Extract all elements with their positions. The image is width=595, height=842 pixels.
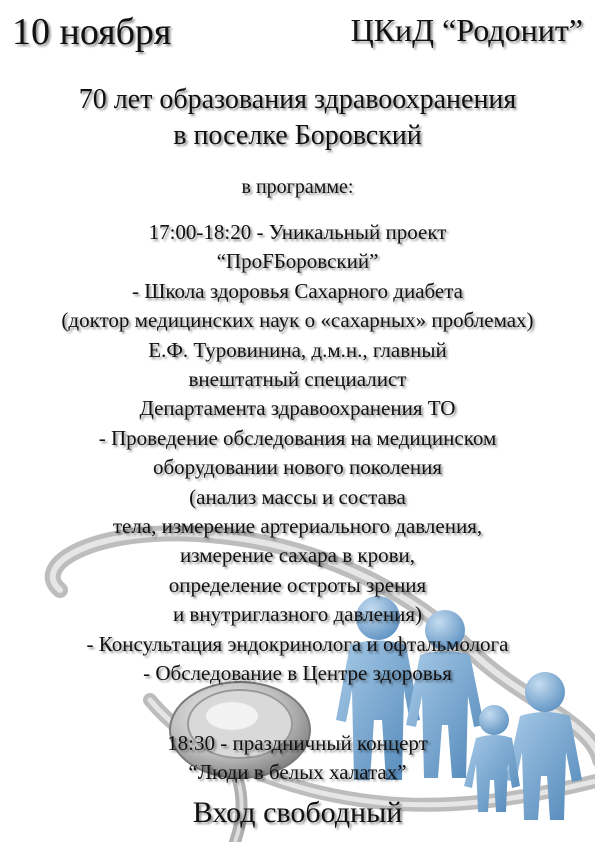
program-line: - Обследование в Центре здоровья — [143, 661, 452, 686]
program-line: “ПроFБоровский” — [216, 249, 379, 274]
program-line: Е.Ф. Туровинина, д.м.н., главный — [148, 337, 447, 362]
concert-line: 18:30 - праздничный концерт — [167, 731, 428, 755]
poster-title-line: 70 лет образования здравоохранения — [78, 84, 517, 115]
event-date: 10 ноября — [12, 11, 172, 53]
program-line: (доктор медицинских наук о «сахарных» проблемах) — [61, 308, 534, 333]
program-line: (анализ массы и состава — [189, 484, 406, 509]
program-line: 17:00-18:20 - Уникальный проект — [148, 220, 447, 244]
program-line: Департамента здравоохранения ТО — [139, 396, 456, 421]
program-line: - Консультация эндокринолога и офтальмолога — [86, 631, 509, 656]
concert-info — [0, 729, 595, 787]
program-line: внештатный специалист — [188, 367, 407, 392]
program-list — [0, 218, 595, 689]
program-line: - Школа здоровья Сахарного диабета — [131, 278, 464, 303]
program-line: и внутриглазного давления) — [172, 602, 423, 627]
venue-name: ЦКиД “Родонит” — [350, 12, 583, 48]
concert-line: “Люди в белых халатах” — [188, 760, 407, 784]
program-line: тела, измерение артериального давления, — [112, 514, 483, 539]
program-heading: в программе: — [241, 176, 354, 198]
free-entry-note: Вход свободный — [192, 796, 403, 829]
poster-title-line: в поселке Боровский — [173, 120, 422, 151]
program-line: определение остроты зрения — [168, 572, 427, 597]
program-line: измерение сахара в крови, — [180, 543, 415, 568]
program-line: - Проведение обследования на медицинском — [98, 425, 497, 450]
poster-title — [0, 82, 595, 154]
program-line: оборудовании нового поколения — [152, 455, 443, 480]
